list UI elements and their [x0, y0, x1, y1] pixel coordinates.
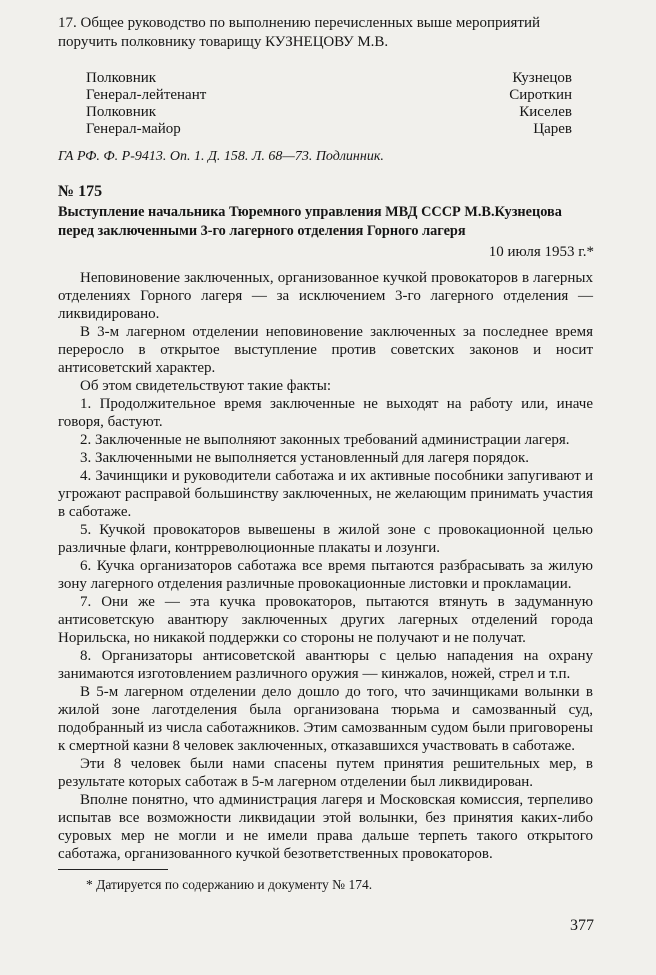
paragraph: В 3-м лагерном отделении неповиновение заключенных за последнее время переросло в открытое выступление против советских законов и носит антисоветский характер.: [58, 324, 593, 376]
signature-rank: Полковник: [86, 104, 157, 120]
signature-rank: Полковник: [86, 70, 157, 86]
signature-name: Кузнецов: [512, 70, 572, 86]
paragraph: 4. Зачинщики и руководители саботажа и их активные пособники запугивают и угрожают расправой большинству заключенных, не желающим принимать участия в саботаже.: [58, 468, 593, 520]
signature-rank: Генерал-майор: [86, 121, 181, 137]
paragraph: 2. Заключенные не выполняют законных требований администрации лагеря.: [80, 432, 570, 448]
page-number: 377: [570, 917, 594, 934]
item17-line2: поручить полковнику товарищу КУЗНЕЦОВУ М.В.: [58, 34, 389, 50]
archive-reference: ГА РФ. Ф. Р-9413. Оп. 1. Д. 158. Л. 68—73. Подлинник.: [58, 149, 384, 164]
item17-line1: 17. Общее руководство по выполнению перечисленных выше мероприятий: [58, 15, 541, 31]
signature-rank: Генерал-лейтенант: [86, 87, 207, 103]
paragraph: 5. Кучкой провокаторов вывешены в жилой зоне с провокационной целью различные флаги, контрреволюционные плакаты и лозунги.: [58, 522, 593, 556]
signature-name: Киселев: [519, 104, 572, 120]
footnote: * Датируется по содержанию и документу № 174.: [86, 877, 373, 892]
paragraph: В 5-м лагерном отделении дело дошло до того, что зачинщиками волынки в жилой зоне лаготделения была организована тюрьма и самозванный суд, подобранный из числа саботажников. Этим самозванным судом были приговорены к смертной казни 8 человек заключенных, отказавшихся участвовать в саботаже.: [58, 684, 593, 754]
paragraph: Вполне понятно, что администрация лагеря и Московская комиссия, терпеливо испытав все возможности ликвидации этой волынки, без принятия каких-либо суровых мер не могли и не имели права дальше терпеть такого открытого саботажа, организованного кучкой безответственных провокаторов.: [58, 792, 593, 862]
document-title-line1: Выступление начальника Тюремного управления МВД СССР М.В.Кузнецова: [58, 204, 562, 220]
paragraph: 7. Они же — эта кучка провокаторов, пытаются втянуть в задуманную антисоветскую авантюру заключенных других лагерных отделений города Норильска, но никакой поддержки со стороны не получают и не получат.: [58, 594, 593, 646]
document-title-line2: перед заключенными 3-го лагерного отделения Горного лагеря: [58, 223, 466, 239]
paragraph: Эти 8 человек были нами спасены путем принятия решительных мер, в результате которых саботаж в 5-м лагерном отделении был ликвидирован.: [58, 756, 593, 790]
footnote-divider: [58, 869, 168, 870]
signature-row: [86, 104, 572, 121]
signature-name: Сироткин: [509, 87, 572, 103]
signature-row: [86, 70, 572, 87]
paragraph: Об этом свидетельствуют такие факты:: [80, 378, 332, 394]
paragraph: 8. Организаторы антисоветской авантюры с целью нападения на охрану занимаются изготовлением различного оружия — кинжалов, ножей, стрел и т.п.: [58, 648, 593, 682]
signature-row: [86, 87, 572, 104]
paragraph: 3. Заключенными не выполняется установленный для лагеря порядок.: [80, 450, 530, 466]
signature-row: [86, 121, 572, 138]
paragraph: 1. Продолжительное время заключенные не выходят на работу или, иначе говоря, бастуют.: [58, 396, 593, 430]
document-number: № 175: [58, 183, 103, 200]
signature-name: Царев: [533, 121, 572, 137]
paragraph: 6. Кучка организаторов саботажа все время пытаются разбрасывать за жилую зону лагерного отделения различные провокационные листовки и прокламации.: [58, 558, 593, 592]
paragraph: Неповиновение заключенных, организованное кучкой провокаторов в лагерных отделениях Горного лагеря — за исключением 3-го лагерного отделения — ликвидировано.: [58, 270, 593, 322]
document-date: 10 июля 1953 г.*: [488, 244, 594, 260]
